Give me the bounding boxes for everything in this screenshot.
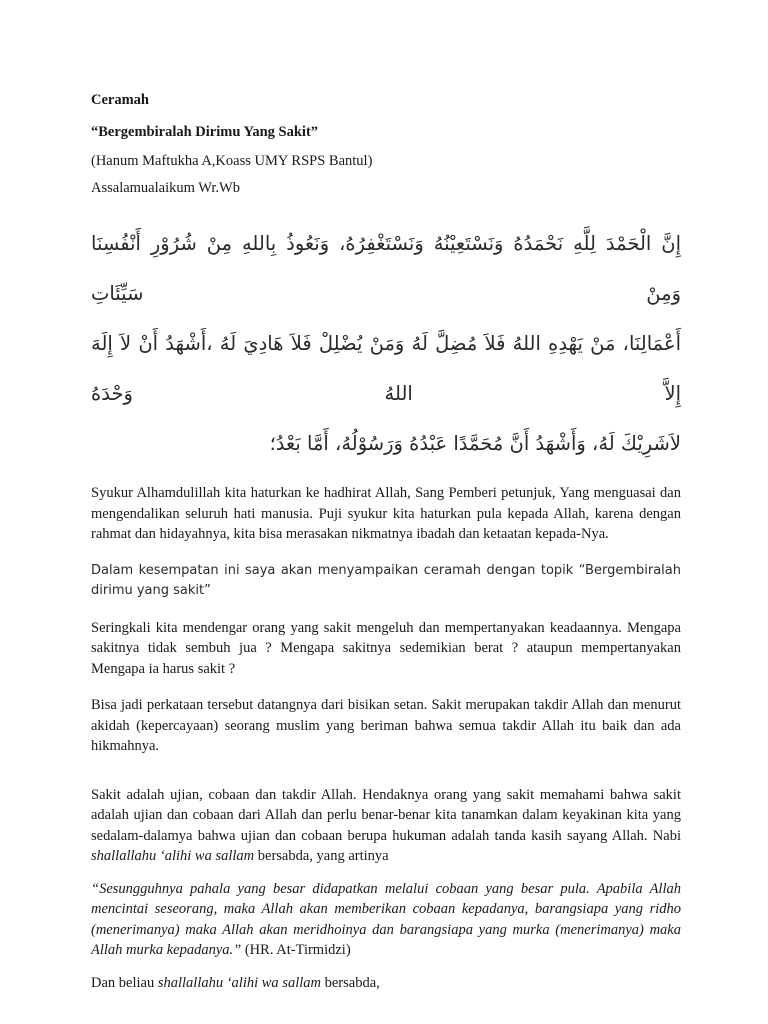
paragraph-closing-end: bersabda, [320, 974, 380, 991]
paragraph-trial-end: bersabda, yang artinya [254, 848, 389, 864]
arabic-line: أَعْمَالِنَا، مَنْ يَهْدِهِ اللهُ فَلاَ مُضِلَّ لَهُ وَمَنْ يُضْلِلْ فَلاَ هَادِيَ لَهُ ،أَشْهَدُ أَنْ لاَ إِلَهَ إِلاَّ اللهُ وَحْدَهُ [91, 332, 681, 405]
arabic-opening-prayer [91, 219, 681, 469]
paragraph-closing [91, 973, 681, 994]
salawat-phrase: shallallahu ‘alihi wa sallam [91, 848, 255, 864]
doc-greeting: Assalamualaikum Wr.Wb [91, 180, 240, 196]
salawat-phrase: shallallahu ‘alihi wa sallam [157, 974, 321, 991]
doc-heading: Ceramah [91, 92, 149, 108]
doc-title: “Bergembiralah Dirimu Yang Sakit” [91, 124, 319, 140]
arabic-line: لاَشَرِيْكَ لَهُ، وَأَشْهَدُ أَنَّ مُحَمَّدًا عَبْدُهُ وَرَسُوْلُهُ، أَمَّا بَعْدُ؛ [269, 432, 681, 455]
paragraph-complaints: Seringkali kita mendengar orang yang sakit mengeluh dan mempertanyakan keadaannya. Mengapa sakitnya tidak sembuh jua ? Mengapa sakitnya sedemikian berat ? ataupun mempertanyakan Mengapa ia harus sakit ? [91, 619, 681, 677]
hadith-quote [91, 879, 681, 961]
paragraph-closing-start: Dan beliau [91, 974, 158, 991]
doc-author: (Hanum Maftukha A,Koass UMY RSPS Bantul) [91, 153, 373, 169]
paragraph-gratitude: Syukur Alhamdulillah kita haturkan ke hadhirat Allah, Sang Pemberi petunjuk, Yang menguasai dan mengendalikan seluruh hati manusia. Puji syukur kita haturkan pula kepada Allah, karena dengan rahmat dan hidayahnya, kita bisa merasakan nikmatnya ibadah dan ketaatan kepada-Nya. [91, 485, 681, 542]
hadith-quote-text: “Sesungguhnya pahala yang besar didapatkan melalui cobaan yang besar pula. Apabila Allah mencintai seseorang, maka Allah akan memberikan cobaan kepadanya, barangsiapa yang ridho (menerimanya) maka Allah akan meridhoinya dan barangsiapa yang murka (menerimanya) maka Allah murka kepadanya.” [91, 880, 681, 958]
paragraph-trial-text: Sakit adalah ujian, cobaan dan takdir Allah. Hendaknya orang yang sakit memahami bahwa sakit adalah ujian dan cobaan dari Allah dan perlu benar-benar kita tanamkan dalam keyakinan kita yang sedalam-dalamya bahwa ujian dan cobaan berupa hukuman adalah tanda kasih sayang Allah. Nabi [91, 786, 681, 844]
paragraph-trial [91, 785, 681, 867]
arabic-line: إِنَّ الْحَمْدَ لِلَّهِ نَحْمَدُهُ وَنَسْتَعِيْنُهُ وَنَسْتَغْفِرُهُ، وَنَعُوذُ بِاللهِ مِنْ شُرُوْرِ أَنْفُسِنَا وَمِنْ سَيِّئَاتِ [91, 232, 681, 305]
paragraph-topic: Dalam kesempatan ini saya akan menyampaikan ceramah dengan topik “Bergembiralah dirimu yang sakit” [91, 562, 681, 598]
hadith-source: (HR. At-Tirmidzi) [241, 942, 351, 958]
paragraph-destiny: Bisa jadi perkataan tersebut datangnya dari bisikan setan. Sakit merupakan takdir Allah dan menurut akidah (kepercayaan) seorang muslim yang beriman bahwa semua takdir Allah itu baik dan ada hikmahnya. [91, 697, 681, 754]
